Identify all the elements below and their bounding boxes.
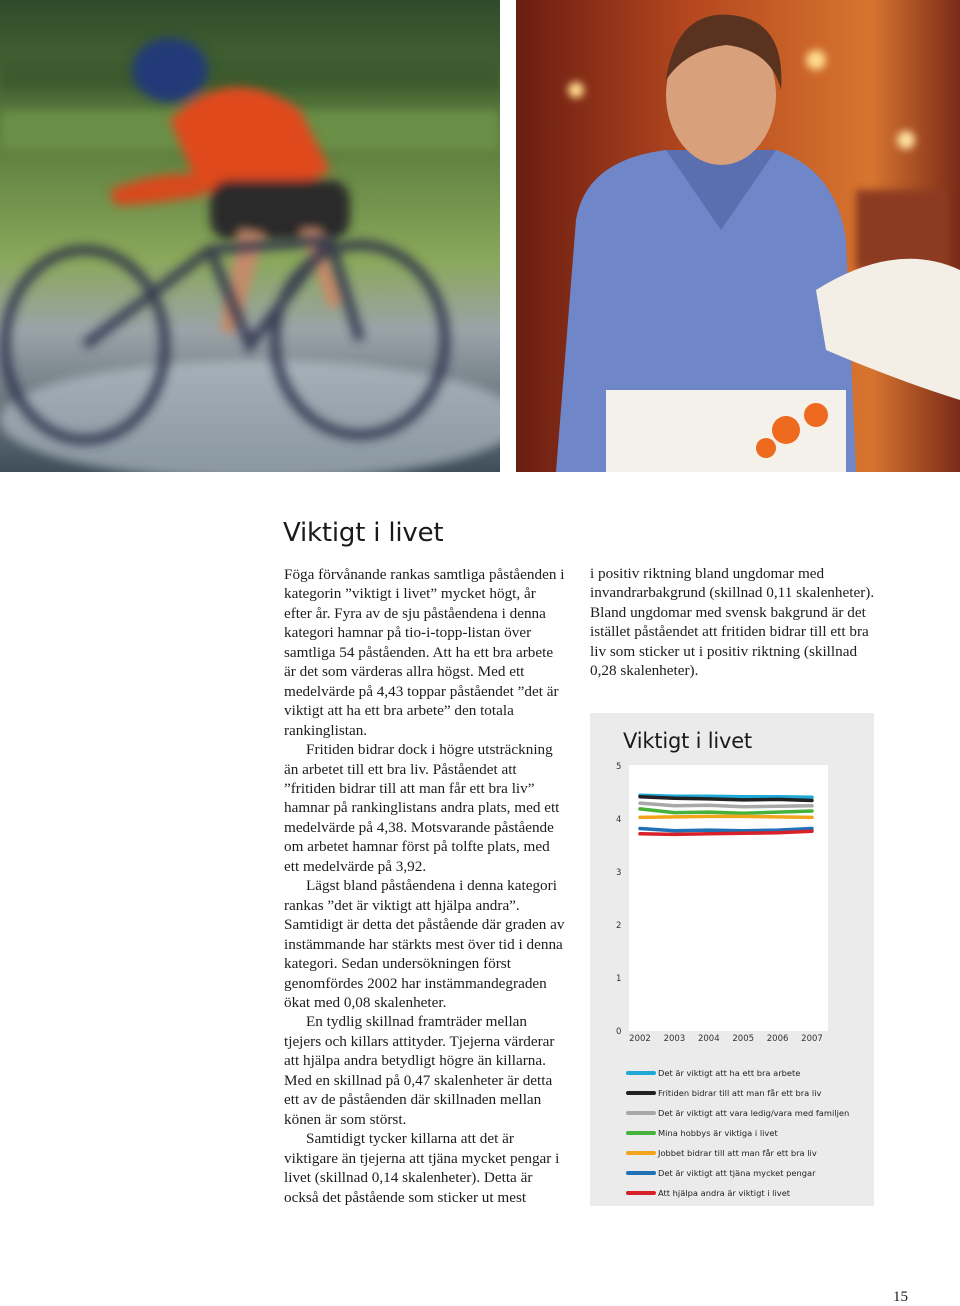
waitress-photo xyxy=(516,0,960,472)
y-tick-label: 3 xyxy=(616,868,622,878)
legend-swatch xyxy=(626,1071,656,1075)
legend-label: Det är viktigt att ha ett bra arbete xyxy=(658,1068,801,1078)
cyclist-photo xyxy=(0,0,500,472)
body-paragraph: i positiv riktning bland ungdomar med invandrarbakgrund (skillnad 0,11 skalenheter). Bland ungdomar med svensk bakgrund är det istället påståendet att fritiden bidrar till ett bra liv som sticker ut i positiv riktning (skillnad 0,28 skalenheter). xyxy=(590,565,875,680)
chart-legend xyxy=(626,1063,866,1203)
legend-swatch xyxy=(626,1191,656,1195)
legend-label: Fritiden bidrar till att man får ett bra liv xyxy=(658,1088,822,1098)
body-paragraph: Föga förvånande rankas samtliga påståenden i kategorin ”viktigt i livet” mycket högt, år efter år. Fyra av de sju påståendena i denna kategori hamnar på tio-i-topp-listan över samtliga 54 påståenden. Att ha ett bra arbete är det som värderas allra högst. Med ett medelvärde på 4,43 toppar påståendet ”det är viktigt att ha ett bra arbete” den totala rankinglistan. xyxy=(284,566,565,739)
x-tick-label: 2006 xyxy=(766,1034,789,1044)
y-tick-label: 2 xyxy=(616,921,622,931)
legend-swatch xyxy=(626,1091,656,1095)
legend-label: Mina hobbys är viktiga i livet xyxy=(658,1128,778,1138)
x-tick-label: 2002 xyxy=(629,1034,651,1044)
series-line-5 xyxy=(640,816,812,817)
series-line-6 xyxy=(640,829,812,831)
legend-swatch xyxy=(626,1171,656,1175)
legend-label: Jobbet bidrar till att man får ett bra liv xyxy=(658,1148,817,1158)
legend-item xyxy=(626,1083,866,1103)
legend-item xyxy=(626,1163,866,1183)
legend-item xyxy=(626,1183,866,1203)
body-paragraph: Lägst bland påståendena i denna kategori rankas ”det är viktigt att hjälpa andra”. Samtidigt är detta det påstående där graden av instämmande har stärkts mest över tid i denna kategori. Sedan undersökningen först genomfördes 2002 har instämmandegraden ökat med 0,08 skalenheter. xyxy=(284,877,565,1011)
legend-swatch xyxy=(626,1151,656,1155)
y-tick-label: 0 xyxy=(616,1027,622,1037)
article-column-right xyxy=(590,564,878,681)
x-tick-label: 2005 xyxy=(732,1034,755,1044)
page-title: Viktigt i livet xyxy=(283,518,444,548)
x-tick-label: 2007 xyxy=(801,1034,823,1044)
line-chart xyxy=(590,713,874,1053)
x-tick-label: 2003 xyxy=(663,1034,686,1044)
x-tick-label: 2004 xyxy=(697,1034,720,1044)
body-paragraph: Samtidigt tycker killarna att det är viktigare än tjejerna att tjäna mycket pengar i livet (skillnad 0,14 skalenheter). Detta är också det påstående som sticker ut mest xyxy=(284,1130,560,1206)
legend-swatch xyxy=(626,1131,656,1135)
y-tick-label: 4 xyxy=(616,815,622,825)
legend-item xyxy=(626,1063,866,1083)
legend-item xyxy=(626,1103,866,1123)
y-tick-label: 1 xyxy=(616,974,622,984)
legend-item xyxy=(626,1143,866,1163)
legend-label: Det är viktigt att vara ledig/vara med familjen xyxy=(658,1108,850,1118)
body-paragraph: Fritiden bidrar dock i högre utsträckning än arbetet till ett bra liv. Påståendet att ”fritiden bidrar till att man får ett bra liv” hamnar på rankinglistans andra plats, med ett medelvärde på 4,38. Motsvarande påstående om arbetet hamnar först på tolfte plats, med ett medelvärde på 3,92. xyxy=(284,741,560,875)
legend-item xyxy=(626,1123,866,1143)
y-tick-label: 5 xyxy=(616,762,622,772)
body-paragraph: En tydlig skillnad framträder mellan tjejers och killars attityder. Tjejerna värderar att hjälpa andra betydligt högre än killarna. Med en skillnad på 0,47 skalenheter är detta ett av de påståenden där skillnaden mellan könen är som störst. xyxy=(284,1013,555,1128)
legend-label: Det är viktigt att tjäna mycket pengar xyxy=(658,1168,816,1178)
page-number: 15 xyxy=(893,1289,908,1305)
chart-panel xyxy=(590,713,874,1206)
legend-swatch xyxy=(626,1111,656,1115)
chart-title: Viktigt i livet xyxy=(623,729,752,753)
article-column-left xyxy=(284,565,566,1207)
legend-label: Att hjälpa andra är viktigt i livet xyxy=(658,1188,791,1198)
